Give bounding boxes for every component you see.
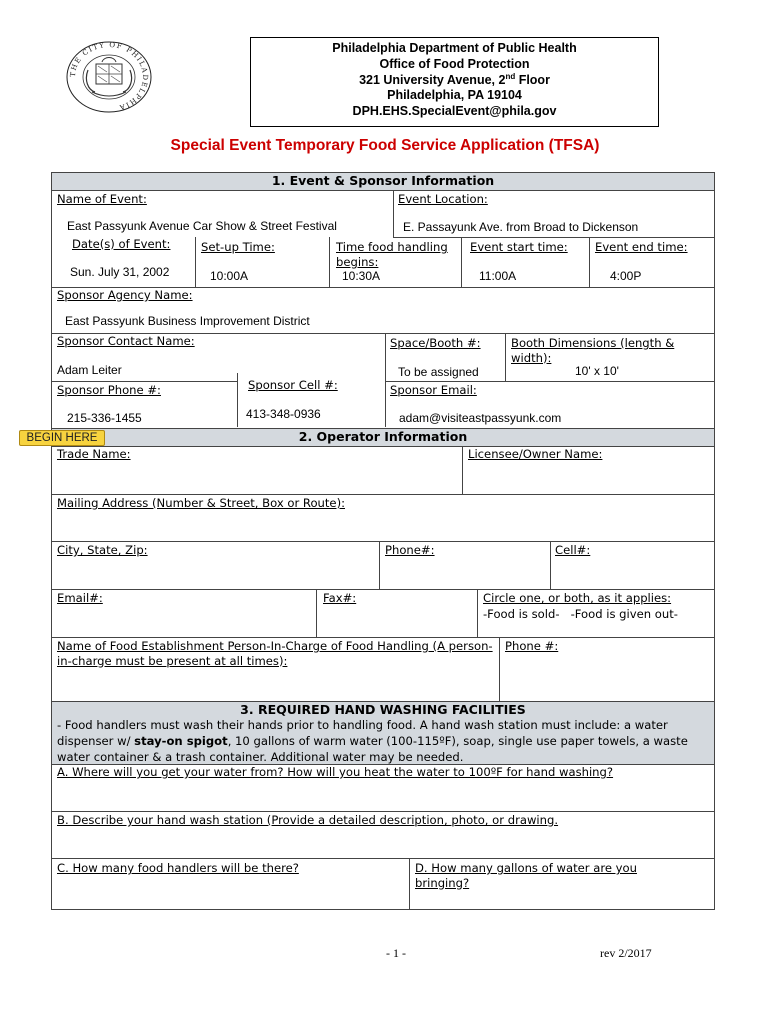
sponsor-contact-label: Sponsor Contact Name: <box>57 334 195 348</box>
section3-heading: 3. REQUIRED HAND WASHING FACILITIES <box>240 702 526 717</box>
sponsor-agency-field[interactable]: East Passyunk Business Improvement District <box>65 314 310 328</box>
event-name-field[interactable]: East Passyunk Avenue Car Show & Street Festival <box>67 219 337 233</box>
sponsor-phone-field[interactable]: 215-336-1455 <box>67 411 142 425</box>
question-a-water-source: A. Where will you get your water from? How will you heat the water to 100ºF for hand washing? <box>57 765 614 779</box>
operator-fax-label: Fax#: <box>323 591 357 605</box>
sponsor-email-field[interactable]: adam@visiteastpassyunk.com <box>399 411 562 425</box>
operator-email-label: Email#: <box>57 591 103 605</box>
booth-dimensions-label: Booth Dimensions (length & width): <box>511 336 675 365</box>
office-name: Office of Food Protection <box>379 56 530 71</box>
food-handling-time-field[interactable]: 10:30A <box>342 269 381 283</box>
sponsor-agency-label: Sponsor Agency Name: <box>57 288 193 302</box>
city-seal-logo <box>62 40 156 114</box>
event-name-label: Name of Event: <box>57 192 147 206</box>
city-state-zip: Philadelphia, PA 19104 <box>387 88 522 103</box>
setup-time-field[interactable]: 10:00A <box>210 269 249 283</box>
event-location-field[interactable]: E. Passayunk Ave. from Broad to Dickenson <box>403 220 639 234</box>
food-sold-given-label: Circle one, or both, as it applies: <box>483 591 672 605</box>
question-b-hand-wash-station: B. Describe your hand wash station (Provide a detailed description, photo, or drawing. <box>57 813 559 827</box>
mailing-address-label: Mailing Address (Number & Street, Box or Route): <box>57 496 345 510</box>
contact-email: DPH.EHS.SpecialEvent@phila.gov <box>352 104 557 119</box>
person-in-charge-phone-label: Phone #: <box>505 639 559 653</box>
svg-text:THE CITY OF PHILADELPHIA: THE CITY OF PHILADELPHIA <box>68 40 150 112</box>
event-start-label: Event start time: <box>470 240 568 254</box>
event-start-field[interactable]: 11:00A <box>479 269 517 283</box>
booth-dimensions-field[interactable]: 10' x 10' <box>575 364 619 378</box>
form-title: Special Event Temporary Food Service Application (TFSA) <box>170 137 600 154</box>
event-dates-field[interactable]: Sun. July 31, 2002 <box>70 265 170 279</box>
person-in-charge-label: Name of Food Establishment Person-In-Charge of Food Handling (A person-in-charge must be present at all times): <box>57 639 493 668</box>
sponsor-cell-label: Sponsor Cell #: <box>248 378 338 392</box>
booth-number-field[interactable]: To be assigned <box>398 365 479 379</box>
operator-cell-label: Cell#: <box>555 543 591 557</box>
street-address: 321 University Avenue, 2nd Floor <box>359 71 550 87</box>
revision-date: rev 2/2017 <box>600 946 652 960</box>
sponsor-email-label: Sponsor Email: <box>390 383 477 397</box>
setup-time-label: Set-up Time: <box>201 240 275 254</box>
hand-washing-requirements: - Food handlers must wash their hands prior to handling food. A hand wash station must include: a water dispenser w/ stay-on spigot, 10 gallons of warm water (100-115ºF), soap, single use paper towels, a waste water container & a trash container. Additional water may be needed. <box>57 718 688 764</box>
event-location-label: Event Location: <box>398 192 488 206</box>
food-sold-given-options[interactable]: -Food is sold- -Food is given out- <box>483 607 678 621</box>
sponsor-phone-label: Sponsor Phone #: <box>57 383 161 397</box>
trade-name-label: Trade Name: <box>57 447 131 461</box>
booth-number-label: Space/Booth #: <box>390 336 481 350</box>
sponsor-cell-field[interactable]: 413-348-0936 <box>246 407 321 421</box>
begin-here-flag[interactable]: BEGIN HERE <box>19 430 105 446</box>
food-handling-time-label: Time food handling begins: <box>336 240 448 269</box>
city-state-zip-label: City, State, Zip: <box>57 543 148 557</box>
licensee-name-label: Licensee/Owner Name: <box>468 447 603 461</box>
header-address-box <box>250 37 659 127</box>
department-name: Philadelphia Department of Public Health <box>332 41 577 55</box>
operator-phone-label: Phone#: <box>385 543 435 557</box>
event-end-label: Event end time: <box>595 240 688 254</box>
question-c-food-handlers: C. How many food handlers will be there? <box>57 861 299 875</box>
section2-heading: 2. Operator Information <box>52 428 714 447</box>
event-dates-label: Date(s) of Event: <box>72 237 171 251</box>
event-end-field[interactable]: 4:00P <box>610 269 642 283</box>
application-form <box>51 172 715 910</box>
question-d-gallons-of-water: D. How many gallons of water are you bringing? <box>415 861 637 890</box>
sponsor-contact-field[interactable]: Adam Leiter <box>57 363 122 377</box>
page-number: - 1 - <box>386 946 406 960</box>
section1-heading: 1. Event & Sponsor Information <box>52 173 714 191</box>
